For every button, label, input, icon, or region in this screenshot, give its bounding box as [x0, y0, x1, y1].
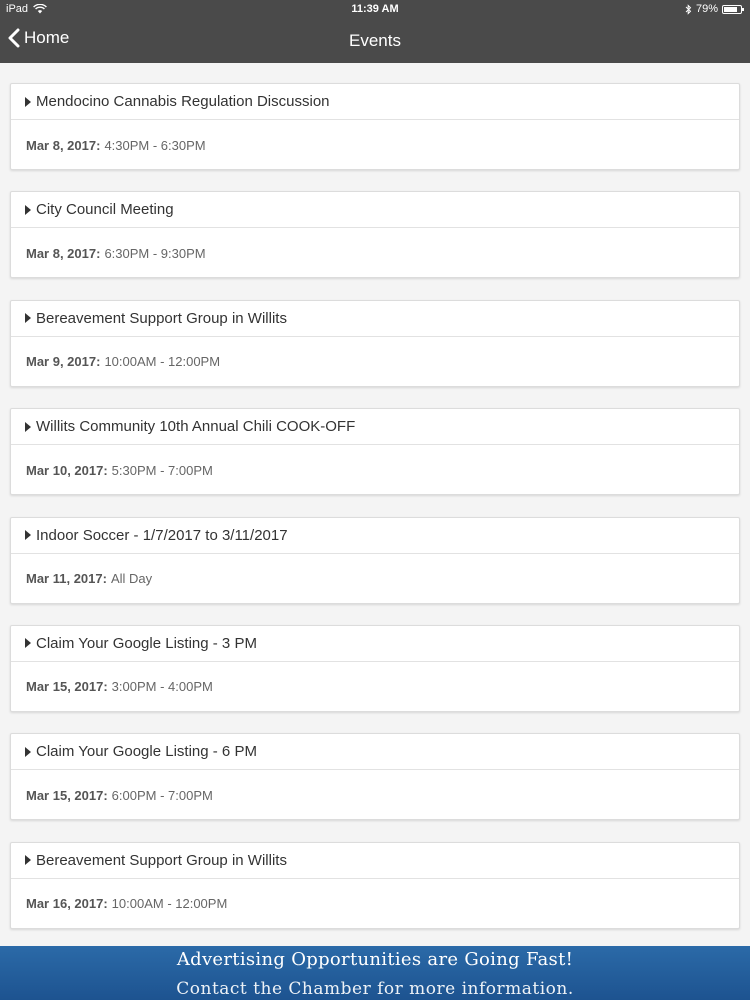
- event-time: 6:00PM - 7:00PM: [111, 787, 213, 803]
- event-date: Mar 9, 2017:: [26, 354, 101, 370]
- event-details: [11, 228, 739, 278]
- page-title: Events: [349, 31, 401, 50]
- event-title: Bereavement Support Group in Willits: [36, 851, 287, 869]
- event-card[interactable]: [10, 191, 740, 278]
- event-details: [11, 445, 739, 495]
- event-header[interactable]: [11, 518, 739, 554]
- events-list: [10, 83, 740, 950]
- event-date: Mar 8, 2017:: [26, 137, 101, 153]
- device-label: iPad: [6, 3, 29, 15]
- caret-right-icon: [25, 422, 31, 432]
- event-title: City Council Meeting: [36, 201, 174, 219]
- event-time: 4:30PM - 6:30PM: [104, 137, 206, 153]
- event-card[interactable]: [10, 733, 740, 820]
- event-title: Willits Community 10th Annual Chili COOK-OFF: [36, 418, 356, 436]
- event-time: 10:00AM - 12:00PM: [111, 896, 228, 912]
- event-date: Mar 16, 2017:: [26, 896, 108, 912]
- status-bar: [0, 0, 750, 20]
- event-time: All Day: [110, 571, 153, 587]
- status-time: 11:39 AM: [351, 3, 399, 15]
- event-date: Mar 8, 2017:: [26, 245, 101, 261]
- battery-fill: [724, 7, 737, 12]
- event-header[interactable]: [11, 192, 739, 228]
- caret-right-icon: [25, 638, 31, 648]
- event-header[interactable]: [11, 843, 739, 879]
- caret-right-icon: [25, 205, 31, 215]
- event-card[interactable]: [10, 300, 740, 387]
- event-title: Indoor Soccer - 1/7/2017 to 3/11/2017: [36, 526, 288, 544]
- event-details: [11, 120, 739, 170]
- battery-percent: 79%: [695, 3, 718, 15]
- event-title: Bereavement Support Group in Willits: [36, 309, 287, 327]
- event-details: [11, 770, 739, 820]
- event-time: 5:30PM - 7:00PM: [111, 462, 213, 478]
- caret-right-icon: [25, 313, 31, 323]
- event-card[interactable]: [10, 625, 740, 712]
- event-card[interactable]: [10, 408, 740, 495]
- event-header[interactable]: [11, 84, 739, 120]
- event-card[interactable]: [10, 517, 740, 604]
- event-header[interactable]: [11, 301, 739, 337]
- event-time: 10:00AM - 12:00PM: [104, 354, 221, 370]
- event-title: Claim Your Google Listing - 6 PM: [36, 743, 257, 761]
- ad-subline: Contact the Chamber for more information.: [176, 979, 574, 999]
- event-date: Mar 10, 2017:: [26, 462, 108, 478]
- event-date: Mar 15, 2017:: [26, 787, 108, 803]
- event-time: 6:30PM - 9:30PM: [104, 245, 206, 261]
- status-right: [685, 3, 742, 15]
- event-title: Mendocino Cannabis Regulation Discussion: [36, 93, 330, 110]
- event-date: Mar 11, 2017:: [26, 571, 107, 587]
- event-title: Claim Your Google Listing - 3 PM: [36, 634, 257, 652]
- ad-banner[interactable]: [0, 946, 750, 1000]
- event-header[interactable]: [11, 734, 739, 770]
- bluetooth-icon: [685, 4, 692, 15]
- event-header[interactable]: [11, 409, 739, 445]
- caret-right-icon: [25, 530, 31, 540]
- event-card[interactable]: [10, 83, 740, 170]
- caret-right-icon: [25, 855, 31, 865]
- event-details: [11, 662, 739, 712]
- event-header[interactable]: [11, 626, 739, 662]
- back-label: Home: [24, 28, 70, 47]
- nav-bar: [0, 20, 750, 63]
- event-details: [11, 879, 739, 929]
- ad-headline: Advertising Opportunities are Going Fast!: [176, 949, 574, 970]
- caret-right-icon: [25, 747, 31, 757]
- event-details: [11, 554, 739, 604]
- event-card[interactable]: [10, 842, 740, 929]
- battery-icon: [722, 5, 742, 14]
- event-date: Mar 15, 2017:: [26, 679, 108, 695]
- caret-right-icon: [25, 97, 31, 107]
- event-time: 3:00PM - 4:00PM: [111, 679, 213, 695]
- event-details: [11, 337, 739, 387]
